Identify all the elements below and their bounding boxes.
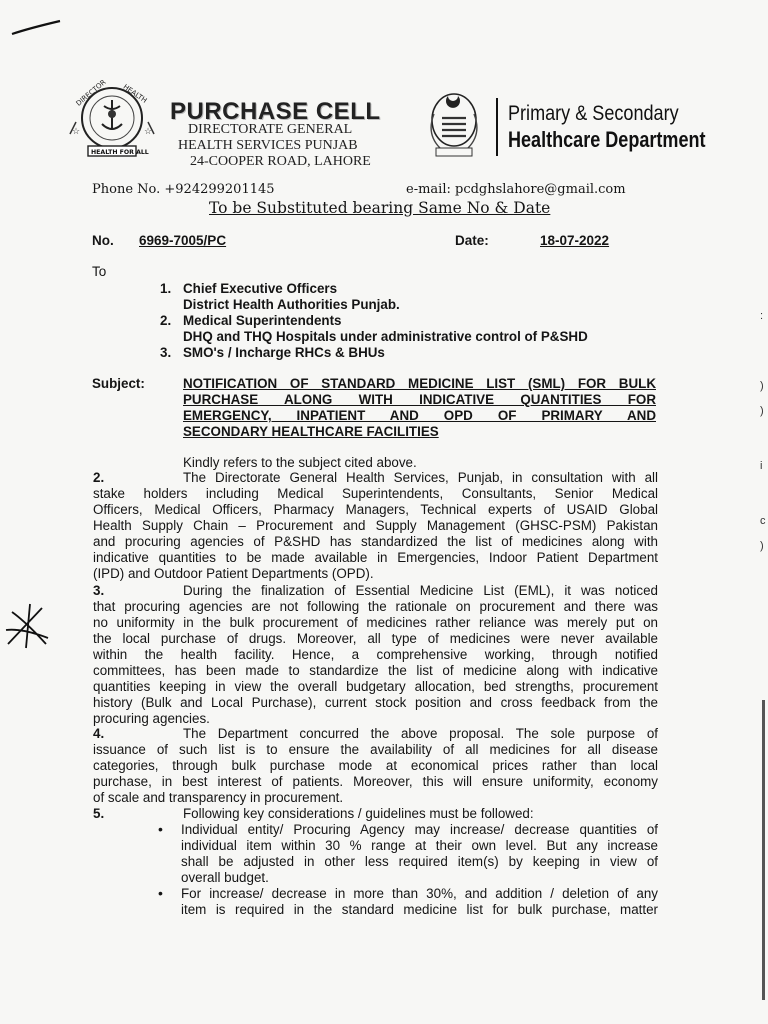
para-3-line: quantities keeping in view the overall budgetary allocation, bed strengths, procurement bbox=[93, 679, 658, 694]
scan-edge-mark: c bbox=[760, 515, 766, 527]
scan-edge-mark: ) bbox=[760, 540, 764, 552]
subject-line: PURCHASE ALONG WITH INDICATIVE QUANTITIES FOR bbox=[183, 392, 656, 407]
ref-no-label: No. bbox=[92, 233, 114, 248]
recipient-line: SMO's / Incharge RHCs & BHUs bbox=[183, 345, 385, 360]
scan-edge-mark: ) bbox=[760, 405, 764, 417]
bullet-1-line: Individual entity/ Procuring Agency may increase/ decrease quantities of bbox=[181, 822, 658, 837]
para-3-line: committees, has been made to standardize the list of medicine along with indicative bbox=[93, 663, 658, 678]
para-4-line: categories, through bulk purchase mode at economical prices rather than local bbox=[93, 758, 658, 773]
para-2-line: Officers, Medical Officers, Pharmacy Managers, Technical experts of USAID Global bbox=[93, 502, 658, 517]
bullet-1-line: overall budget. bbox=[181, 870, 269, 885]
to-label: To bbox=[92, 264, 107, 279]
pen-stroke-mark bbox=[10, 18, 62, 40]
bullet-2-line: item is required in the standard medicine list for bulk purchase, matter bbox=[181, 902, 658, 917]
intro-text: Kindly refers to the subject cited above. bbox=[183, 455, 417, 470]
directorate-line-1: DIRECTORATE GENERAL bbox=[188, 122, 353, 137]
svg-text:DIRECTOR: DIRECTOR bbox=[74, 78, 108, 108]
recipient-num: 3. bbox=[160, 345, 172, 360]
para-3-line: that procuring agencies are not following the rationale on procurement and there was bbox=[93, 599, 658, 614]
subject-line: EMERGENCY, INPATIENT AND OPD OF PRIMARY AND bbox=[183, 408, 656, 423]
bullet-2-line: For increase/ decrease in more than 30%, and addition / deletion of any bbox=[181, 886, 658, 901]
para-3-line: During the finalization of Essential Medicine List (EML), it was noticed bbox=[183, 583, 658, 598]
para-5-number: 5. bbox=[93, 806, 105, 821]
department-line-1: Primary & Secondary bbox=[508, 102, 679, 125]
para-4-number: 4. bbox=[93, 726, 105, 741]
para-2-line: and procuring agencies of P&SHD has standardized the list of medicines along with bbox=[93, 534, 658, 549]
header-divider bbox=[496, 98, 498, 156]
para-3-line: no uniformity in the bulk procurement of medicines rather reliance was merely put on bbox=[93, 615, 658, 630]
para-2-line: indicative quantities to be made available in Emergencies, Indoor Patient Department bbox=[93, 550, 658, 565]
para-3-line: procuring agencies. bbox=[93, 711, 210, 726]
subject-label: Subject: bbox=[92, 376, 145, 391]
recipient-line: District Health Authorities Punjab. bbox=[183, 297, 400, 312]
para-5-lead: Following key considerations / guidelines must be followed: bbox=[183, 806, 534, 821]
para-3-line: history (Bulk and Local Purchase), current stock position and cross feedback from the bbox=[93, 695, 658, 710]
svg-text:☆: ☆ bbox=[144, 126, 153, 136]
ref-no-value: 6969-7005/PC bbox=[139, 233, 227, 248]
recipient-num: 2. bbox=[160, 313, 172, 328]
para-2-number: 2. bbox=[93, 470, 105, 485]
para-2-line: (IPD) and Outdoor Patient Departments (OPD). bbox=[93, 566, 374, 581]
para-2-line: The Directorate General Health Services, Punjab, in consultation with all bbox=[183, 470, 658, 485]
para-4-line: The Department concurred the above proposal. The sole purpose of bbox=[183, 726, 658, 741]
substitution-note: To be Substituted bearing Same No & Date bbox=[209, 199, 551, 217]
date-value: 18-07-2022 bbox=[540, 233, 610, 248]
para-3-number: 3. bbox=[93, 583, 105, 598]
phone-number: Phone No. +924299201145 bbox=[92, 182, 275, 197]
para-3-line: within the health facility. Hence, a comprehensive working, through notified bbox=[93, 647, 658, 662]
directorate-address: 24-COOPER ROAD, LAHORE bbox=[190, 154, 371, 169]
scan-edge-mark: ) bbox=[760, 380, 764, 392]
recipient-line: DHQ and THQ Hospitals under administrative control of P&SHD bbox=[183, 329, 588, 344]
bullet-1-line: shall be adjusted in other less required item(s) by keeping in view of bbox=[181, 854, 658, 869]
punjab-emblem-logo bbox=[420, 84, 488, 162]
scan-edge-mark: : bbox=[760, 310, 764, 322]
para-3-line: the local purchase of drugs. Moreover, all type of medicines were never available bbox=[93, 631, 658, 646]
svg-text:HEALTH: HEALTH bbox=[121, 82, 149, 105]
bullet-dot: • bbox=[158, 885, 163, 901]
email-address: e-mail: pcdghslahore@gmail.com bbox=[406, 182, 626, 197]
subject-line: SECONDARY HEALTHCARE FACILITIES bbox=[183, 424, 439, 439]
para-4-line: of scale and transparency in procurement. bbox=[93, 790, 344, 805]
recipient-line: Medical Superintendents bbox=[183, 313, 342, 328]
para-4-line: issuance of such list is to ensure the availability of all medicines for all disease bbox=[93, 742, 658, 757]
bullet-1-line: individual item within 30 % range at their own level. But any increase bbox=[181, 838, 658, 853]
scan-edge-line bbox=[762, 700, 765, 1000]
dg-health-logo bbox=[66, 78, 158, 160]
directorate-line-2: HEALTH SERVICES PUNJAB bbox=[178, 138, 358, 153]
bullet-dot: • bbox=[158, 821, 163, 837]
para-2-line: stake holders including Medical Superintendents, Consultants, Senior Medical bbox=[93, 486, 658, 501]
para-4-line: purchase, in best interest of patients. Moreover, this will ensure uniformity, economy bbox=[93, 774, 658, 789]
recipient-line: Chief Executive Officers bbox=[183, 281, 338, 296]
recipient-num: 1. bbox=[160, 281, 172, 296]
para-2-line: Health Supply Chain – Procurement and Supply Management (GHSC-PSM) Pakistan bbox=[93, 518, 658, 533]
purchase-cell-title: PURCHASE CELL bbox=[170, 98, 381, 125]
department-line-2: Healthcare Department bbox=[508, 127, 706, 152]
margin-signature-mark bbox=[2, 600, 52, 652]
svg-text:☆: ☆ bbox=[72, 126, 81, 136]
date-label: Date: bbox=[455, 233, 489, 248]
subject-line: NOTIFICATION OF STANDARD MEDICINE LIST (SML) FOR BULK bbox=[183, 376, 656, 391]
logo-motto: HEALTH FOR ALL bbox=[91, 149, 149, 156]
scan-edge-mark: i bbox=[760, 460, 763, 472]
